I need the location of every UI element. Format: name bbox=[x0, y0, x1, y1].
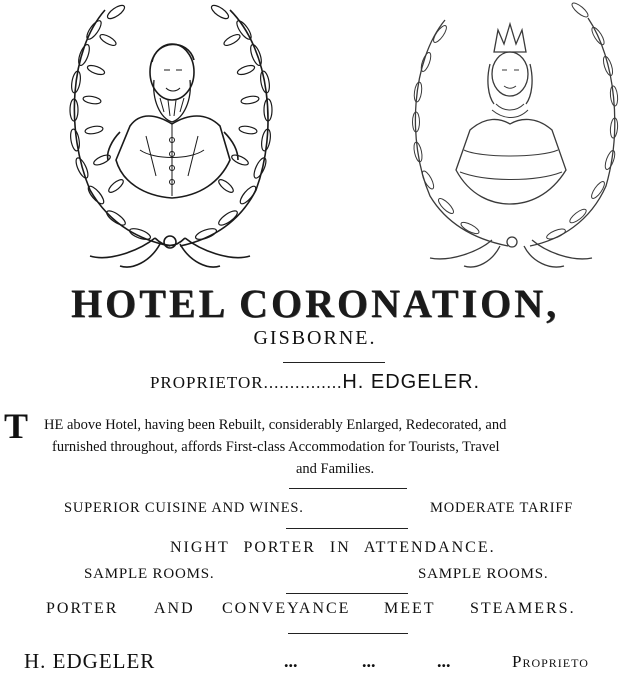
divider bbox=[288, 633, 408, 634]
night-porter-text: NIGHT PORTER IN ATTENDANCE. bbox=[170, 539, 496, 556]
footer-title: Proprieto bbox=[512, 652, 589, 671]
porter-word: PORTER bbox=[46, 600, 119, 617]
footer-dots: ... bbox=[437, 651, 451, 671]
divider bbox=[289, 488, 407, 489]
footer-name: H. EDGELER bbox=[24, 649, 156, 673]
drop-cap: T bbox=[4, 406, 29, 446]
sample-rooms-left: SAMPLE ROOMS. bbox=[84, 566, 215, 582]
porter-line bbox=[0, 600, 630, 624]
porter-word: STEAMERS. bbox=[470, 600, 576, 617]
description-line-1: HE above Hotel, having been Rebuilt, considerably Enlarged, Redecorated, and bbox=[44, 417, 507, 433]
queen-portrait-icon bbox=[400, 0, 630, 272]
description-line-2: furnished throughout, affords First-class Accommodation for Tourists, Travel bbox=[52, 439, 500, 455]
sample-rooms-right: SAMPLE ROOMS. bbox=[418, 566, 549, 582]
porter-word: MEET bbox=[384, 600, 436, 617]
porter-word: CONVEYANCE bbox=[222, 600, 351, 617]
footer-dots: ... bbox=[284, 651, 298, 671]
divider bbox=[283, 362, 385, 363]
proprietor-leader: ............... bbox=[263, 373, 343, 392]
hotel-title: HOTEL CORONATION, bbox=[70, 281, 560, 326]
proprietor-line bbox=[0, 371, 630, 394]
tariff-text: MODERATE TARIFF bbox=[430, 500, 574, 516]
proprietor-name: H. EDGELER. bbox=[342, 371, 481, 393]
description-paragraph bbox=[44, 414, 630, 477]
porter-word: AND bbox=[154, 600, 195, 617]
cuisine-text: SUPERIOR CUISINE AND WINES. bbox=[64, 500, 304, 516]
town-name: GISBORNE. bbox=[253, 327, 377, 349]
description-line-3: and Families. bbox=[296, 461, 375, 477]
proprietor-label: PROPRIETOR bbox=[149, 373, 264, 392]
divider bbox=[286, 593, 408, 594]
divider bbox=[286, 528, 408, 529]
king-portrait-icon bbox=[60, 0, 290, 272]
footer-dots: ... bbox=[362, 651, 376, 671]
